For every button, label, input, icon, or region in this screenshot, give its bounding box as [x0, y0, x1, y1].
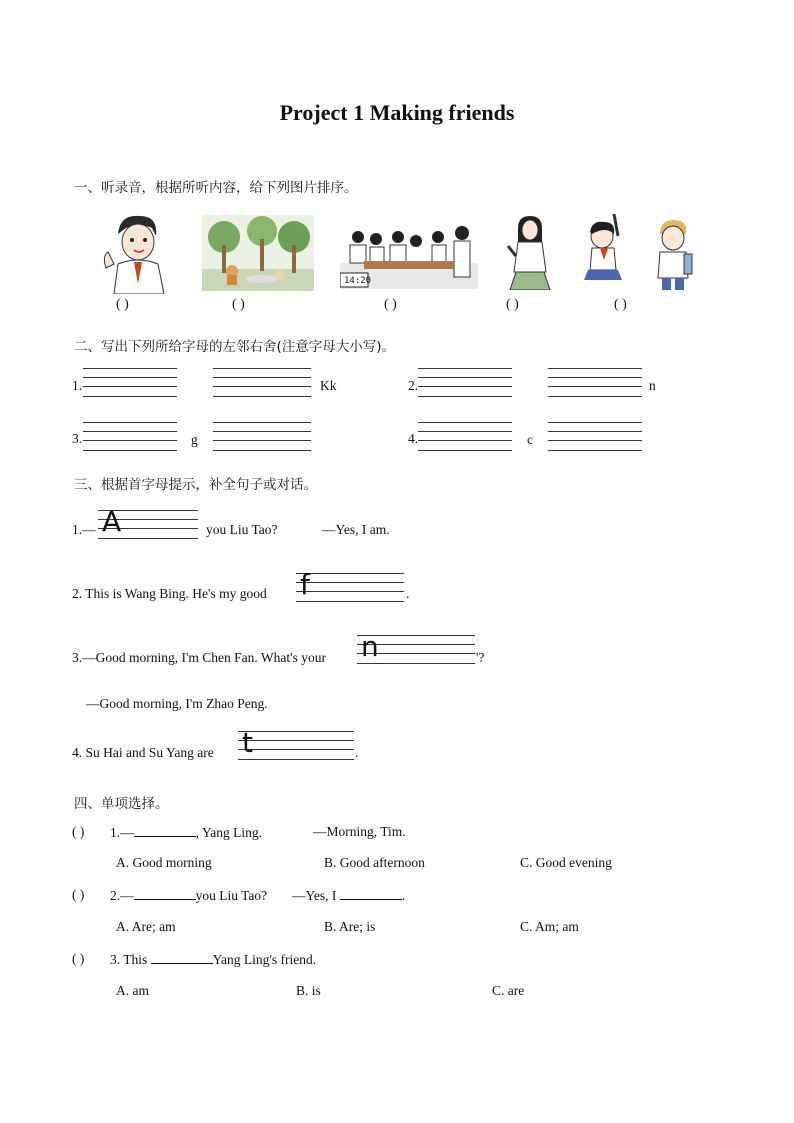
section-2-heading: 二、写出下列所给字母的左邻右舍(注意字母大小写)。 — [74, 339, 396, 355]
woman-waving-picture — [506, 216, 552, 290]
order-paren-2[interactable]: ( ) — [232, 297, 245, 312]
answer-paren[interactable]: ( ) — [72, 824, 85, 839]
first-letter-hint: t — [242, 726, 253, 759]
answer-blank[interactable] — [134, 824, 196, 837]
girl-raising-hand-picture — [584, 214, 626, 290]
question-prefix: 1.— — [72, 522, 96, 537]
mc-question-number: 2.— — [110, 888, 134, 903]
order-paren-4[interactable]: ( ) — [506, 297, 519, 312]
mc-question-reply: —Morning, Tim. — [313, 824, 406, 839]
mc-reply-end: . — [401, 888, 406, 903]
option-b[interactable]: B. Good afternoon — [324, 855, 425, 870]
option-a[interactable]: A. Are; am — [116, 919, 176, 934]
question-punct: . — [355, 745, 359, 760]
option-b[interactable]: B. is — [296, 983, 321, 998]
mc-question-text: Yang Ling's friend. — [212, 952, 317, 967]
answer-paren[interactable]: ( ) — [72, 951, 85, 966]
mc-question-text: you Liu Tao? — [195, 888, 268, 903]
section-3-heading: 三、根据首字母提示，补全句子或对话。 — [74, 477, 317, 493]
answer-blank[interactable] — [151, 951, 213, 964]
mc-question-text: , Yang Ling. — [195, 825, 263, 840]
letter-item-number: 1. — [72, 378, 83, 393]
mc-question-number: 3. This — [110, 952, 148, 967]
order-paren-3[interactable]: ( ) — [384, 297, 397, 312]
letter-item-number: 4. — [408, 431, 419, 446]
first-letter-hint: f — [300, 568, 310, 601]
mc-question-number: 1.— — [110, 825, 134, 840]
given-letter: Kk — [320, 378, 337, 393]
option-b[interactable]: B. Are; is — [324, 919, 376, 934]
option-a[interactable]: A. Good morning — [116, 855, 212, 870]
park-picture — [202, 215, 314, 291]
question-text: 4. Su Hai and Su Yang are — [72, 745, 214, 760]
answer-blank[interactable] — [340, 887, 402, 900]
question-text: you Liu Tao? — [206, 522, 278, 537]
given-letter: g — [191, 432, 198, 447]
given-letter: c — [527, 432, 533, 447]
mc-question-1 — [110, 824, 262, 841]
given-letter: n — [649, 378, 656, 393]
question-text: 2. This is Wang Bing. He's my good — [72, 586, 267, 601]
question-punct: '? — [476, 650, 485, 665]
mc-reply-text: —Yes, I — [292, 888, 337, 903]
question-punct: . — [406, 586, 410, 601]
mc-question-3 — [110, 951, 316, 968]
boy-backpack-picture — [654, 220, 694, 290]
question-text: 3.—Good morning, I'm Chen Fan. What's your — [72, 650, 326, 665]
first-letter-hint: n — [361, 630, 379, 663]
clock-readout: 14:20 — [344, 276, 372, 286]
page-title: Project 1 Making friends — [279, 100, 515, 125]
section-4-heading: 四、单项选择。 — [74, 796, 169, 812]
option-c[interactable]: C. are — [492, 983, 525, 998]
answer-text: —Good morning, I'm Zhao Peng. — [86, 696, 268, 711]
letter-item-number: 3. — [72, 431, 83, 446]
option-c[interactable]: C. Am; am — [520, 919, 579, 934]
order-paren-1[interactable]: ( ) — [116, 297, 129, 312]
letter-item-number: 2. — [408, 378, 419, 393]
boy-waving-picture — [100, 212, 172, 294]
option-a[interactable]: A. am — [116, 983, 149, 998]
first-letter-hint: A — [102, 505, 122, 538]
answer-paren[interactable]: ( ) — [72, 887, 85, 902]
option-c[interactable]: C. Good evening — [520, 855, 612, 870]
answer-blank[interactable] — [134, 887, 196, 900]
mc-question-2 — [110, 887, 267, 904]
section-1-heading: 一、听录音，根据所听内容，给下列图片排序。 — [74, 180, 358, 196]
answer-text: —Yes, I am. — [322, 522, 390, 537]
mc-question-reply — [292, 887, 405, 904]
order-paren-5[interactable]: ( ) — [614, 297, 627, 312]
